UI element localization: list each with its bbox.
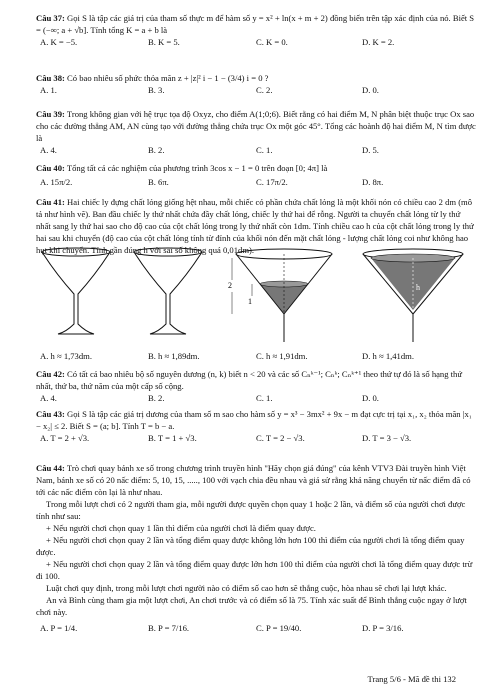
- answer-options: [36, 144, 476, 156]
- option-c[interactable]: C. 1.: [256, 393, 273, 403]
- paragraph: Trong mỗi lượt chơi có 2 người tham gia, mỗi người được quyền chọn quay 1 hoặc 2 lần, và điểm số của người chơi được tính như sau:: [36, 499, 466, 521]
- option-c[interactable]: C. 2.: [256, 85, 273, 95]
- answer-options: [36, 36, 476, 48]
- question-42: [36, 368, 476, 404]
- question-40: [36, 162, 476, 188]
- page-footer: Trang 5/6 - Mã đề thi 132: [367, 674, 456, 684]
- wine-glass-figure-1: [36, 244, 116, 344]
- question-number: Câu 38:: [36, 73, 65, 83]
- option-d[interactable]: D. K = 2.: [362, 37, 395, 47]
- question-number: Câu 37:: [36, 13, 65, 23]
- answer-options: [36, 392, 476, 404]
- option-a[interactable]: A. P = 1/4.: [40, 623, 78, 633]
- question-37: [36, 12, 476, 48]
- answer-options: [36, 176, 476, 188]
- question-38: [36, 72, 476, 96]
- height-label-2: 2: [228, 281, 232, 290]
- option-b[interactable]: B. P = 7/16.: [148, 623, 190, 633]
- option-d[interactable]: D. 8π.: [362, 177, 384, 187]
- option-b[interactable]: B. 6π.: [148, 177, 169, 187]
- bullet: + Nếu người chơi chọn quay 2 lần và tổng điểm quay được không lớn hơn 100 thì điểm của người chơi là tổng điểm quay được.: [36, 535, 465, 557]
- option-b[interactable]: B. h ≈ 1,89dm.: [148, 351, 200, 361]
- cone-figure-second-glass: [354, 244, 472, 344]
- question-39: [36, 108, 476, 156]
- answer-options: [36, 622, 476, 634]
- question-43: [36, 408, 476, 444]
- option-a[interactable]: A. 1.: [40, 85, 57, 95]
- answer-options: [36, 432, 476, 444]
- question-41-options: [36, 350, 476, 362]
- bullet: + Nếu người chơi chọn quay 2 lần và tổng điểm quay được lớn hơn 100 thì điểm của người chơi là tổng điểm quay được trừ đi 100.: [36, 559, 473, 581]
- question-text: Gọi S là tập các giá trị của tham số thực m để hàm số y = x² + ln(x + m + 2) đồng biến trên tập xác định của nó. Biết S = (−∞; a + √b]. Tính tổng K = a + b là: [36, 13, 475, 35]
- question-text: Tổng tất cả các nghiệm của phương trình 3cos x − 1 = 0 trên đoạn [0; 4π] là: [66, 163, 328, 173]
- option-d[interactable]: D. h ≈ 1,41dm.: [362, 351, 414, 361]
- option-d[interactable]: D. T = 3 − √3.: [362, 433, 412, 443]
- question-number: Câu 43:: [36, 409, 65, 419]
- option-c[interactable]: C. P = 19/40.: [256, 623, 302, 633]
- question-text: Có bao nhiêu số phức thỏa mãn z + |z|² i − 1 − (3/4) i = 0 ?: [67, 73, 269, 83]
- question-44: [36, 462, 476, 634]
- option-d[interactable]: D. 0.: [362, 393, 379, 403]
- answer-options: [36, 350, 476, 362]
- height-label-h: h: [416, 283, 420, 292]
- question-text: Trò chơi quay bánh xe số trong chương trình truyền hình "Hãy chọn giá đúng" của kênh VTV3 Đài truyền hình Việt Nam, bánh xe số có 20 nấc điểm: 5, 10, 15, ....., 100 với vạch chia đều nhau và giả sử rằng khả năng chuyển từ nấc điểm đã có tới các nấc điểm còn lại là như nhau.: [36, 463, 471, 497]
- question-text: Có tất cả bao nhiêu bộ số nguyên dương (n, k) biết n < 20 và các số Cₙᵏ⁻¹; Cₙᵏ; Cₙᵏ⁺¹ theo thứ tự đó là số hạng thứ nhất, thứ ba, thứ năm của một cấp số cộng.: [36, 369, 463, 391]
- bullet: + Nếu người chơi chọn quay 1 lần thì điểm của người chơi là điểm quay được.: [46, 523, 316, 533]
- question-text: Trong không gian với hệ trục tọa độ Oxyz, cho điểm A(1;0;6). Biết rằng có hai điểm M, N phân biệt thuộc trục Ox sao cho các đường thẳng AM, AN cùng tạo với đường thẳng chứa trục Ox một góc 45°. Tổng các hoành độ hai điểm M, N tìm được là: [36, 109, 476, 143]
- question-number: Câu 39:: [36, 109, 65, 119]
- option-b[interactable]: B. 2.: [148, 393, 165, 403]
- height-label-1: 1: [248, 297, 252, 306]
- option-c[interactable]: C. 1.: [256, 145, 273, 155]
- option-a[interactable]: A. 15π/2.: [40, 177, 73, 187]
- option-a[interactable]: A. T = 2 + √3.: [40, 433, 90, 443]
- option-c[interactable]: C. 17π/2.: [256, 177, 288, 187]
- paragraph: Luật chơi quy định, trong mỗi lượt chơi người nào có điểm số cao hơn sẽ thắng cuộc, hòa nhau sẽ chơi lại lượt khác.: [46, 583, 447, 593]
- wine-glass-figure-2: [128, 244, 208, 344]
- option-c[interactable]: C. T = 2 − √3.: [256, 433, 305, 443]
- option-d[interactable]: D. 0.: [362, 85, 379, 95]
- option-b[interactable]: B. 3.: [148, 85, 165, 95]
- option-a[interactable]: A. h ≈ 1,73dm.: [40, 351, 92, 361]
- question-number: Câu 42:: [36, 369, 65, 379]
- glass-figures: [36, 244, 476, 354]
- option-a[interactable]: A. K = −5.: [40, 37, 78, 47]
- cone-figure-first-glass: [228, 244, 340, 344]
- option-d[interactable]: D. 5.: [362, 145, 379, 155]
- option-b[interactable]: B. T = 1 + √3.: [148, 433, 197, 443]
- option-c[interactable]: C. h ≈ 1,91dm.: [256, 351, 308, 361]
- option-a[interactable]: A. 4.: [40, 393, 57, 403]
- option-b[interactable]: B. K = 5.: [148, 37, 180, 47]
- question-number: Câu 44:: [36, 463, 65, 473]
- paragraph: An và Bình cùng tham gia một lượt chơi, An chơi trước và có điểm số là 75. Tính xác suất để Bình thắng cuộc ngay ở lượt chơi này.: [36, 595, 467, 617]
- answer-options: [36, 84, 476, 96]
- question-text: Gọi S là tập các giá trị dương của tham số m sao cho hàm số y = x³ − 3mx² + 9x − m đạt cực trị tại x₁, x₂ thỏa mãn |x₁ − x₂| ≤ 2. Biết S = (a; b]. Tính T = b − a.: [36, 409, 472, 431]
- question-number: Câu 41:: [36, 197, 65, 207]
- option-d[interactable]: D. P = 3/16.: [362, 623, 404, 633]
- option-b[interactable]: B. 2.: [148, 145, 165, 155]
- option-a[interactable]: A. 4.: [40, 145, 57, 155]
- question-text: Hai chiếc ly đựng chất lỏng giống hệt nhau, mỗi chiếc có phần chứa chất lỏng là một khối nón có chiều cao 2 dm (mô tả như hình vẽ). Ban đầu chiếc ly thứ nhất chứa đầy chất lỏng, chiếc ly thứ hai để rỗng. Người ta chuyển chất lỏng từ ly thứ nhất sang ly thứ hai sao cho độ cao của cột chất lỏng trong ly thứ nhất còn 1dm. Tính chiều cao h của cột chất lỏng trong ly thứ hai sau khi chuyển (độ cao của cột chất lỏng tính từ đỉnh của khối nón đến mặt chất lỏng - lượng chất lỏng coi như không hao hụt khi chuyển. Tính gần đúng h với sai số không quá 0,01dm).: [36, 197, 474, 255]
- option-c[interactable]: C. K = 0.: [256, 37, 288, 47]
- question-number: Câu 40:: [36, 163, 65, 173]
